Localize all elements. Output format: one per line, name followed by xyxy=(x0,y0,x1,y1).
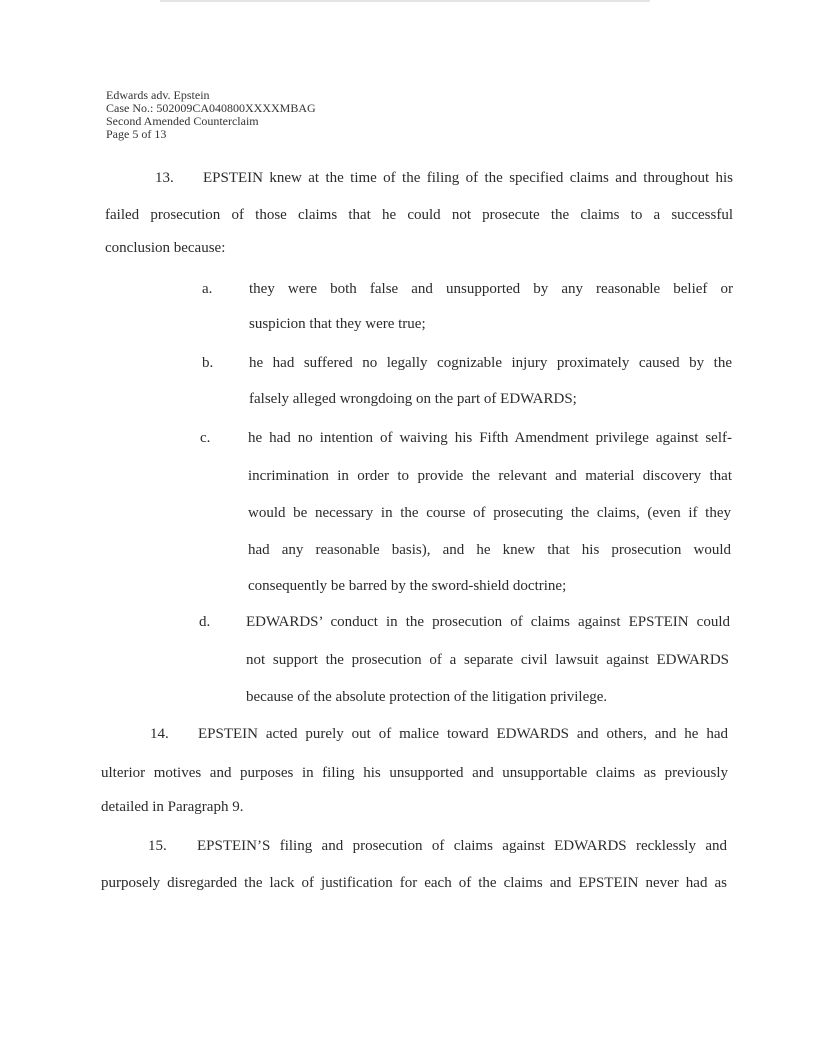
header-document-title: Second Amended Counterclaim xyxy=(106,114,259,128)
header-case-caption: Edwards adv. Epstein xyxy=(106,88,210,102)
list-item-line: consequently be barred by the sword-shield doctrine; xyxy=(248,578,567,594)
paragraph-line: EPSTEIN acted purely out of malice toward EDWARDS and others, and he had xyxy=(198,726,728,742)
document-header xyxy=(106,89,316,141)
paragraph-line: conclusion because: xyxy=(105,240,226,256)
scan-artifact xyxy=(160,0,650,2)
list-item-line: had any reasonable basis), and he knew that his prosecution would xyxy=(248,542,731,558)
list-item-line: EDWARDS’ conduct in the prosecution of claims against EPSTEIN could xyxy=(246,614,730,630)
list-item-line: incrimination in order to provide the relevant and material discovery that xyxy=(248,468,732,484)
list-item-line: would be necessary in the course of prosecuting the claims, (even if they xyxy=(248,505,731,521)
paragraph-line: EPSTEIN knew at the time of the filing of the specified claims and throughout his xyxy=(203,170,733,186)
list-item-line: they were both false and unsupported by any reasonable belief or xyxy=(249,281,733,297)
paragraph-line: ulterior motives and purposes in filing his unsupported and unsupportable claims as previously xyxy=(101,765,728,781)
list-item-label: b. xyxy=(202,355,214,371)
paragraph-line: purposely disregarded the lack of justification for each of the claims and EPSTEIN never had as xyxy=(101,875,727,891)
list-item-line: because of the absolute protection of the litigation privilege. xyxy=(246,689,608,705)
paragraph-line: failed prosecution of those claims that he could not prosecute the claims to a successful xyxy=(105,207,733,223)
list-item-line: he had no intention of waiving his Fifth Amendment privilege against self- xyxy=(248,430,732,446)
list-item-line: suspicion that they were true; xyxy=(249,316,426,332)
list-item-line: falsely alleged wrongdoing on the part of EDWARDS; xyxy=(249,391,577,407)
paragraph-number: 13. xyxy=(155,170,174,186)
list-item-label: a. xyxy=(202,281,213,297)
paragraph-line: detailed in Paragraph 9. xyxy=(101,799,244,815)
paragraph-number: 15. xyxy=(148,838,167,854)
list-item-line: he had suffered no legally cognizable injury proximately caused by the xyxy=(249,355,732,371)
list-item-label: d. xyxy=(199,614,211,630)
paragraph-number: 14. xyxy=(150,726,169,742)
header-case-number: Case No.: 502009CA040800XXXXMBAG xyxy=(106,101,316,115)
header-page-number: Page 5 of 13 xyxy=(106,127,167,141)
paragraph-line: EPSTEIN’S filing and prosecution of claims against EDWARDS recklessly and xyxy=(197,838,727,854)
list-item-label: c. xyxy=(200,430,211,446)
list-item-line: not support the prosecution of a separate civil lawsuit against EDWARDS xyxy=(246,652,729,668)
